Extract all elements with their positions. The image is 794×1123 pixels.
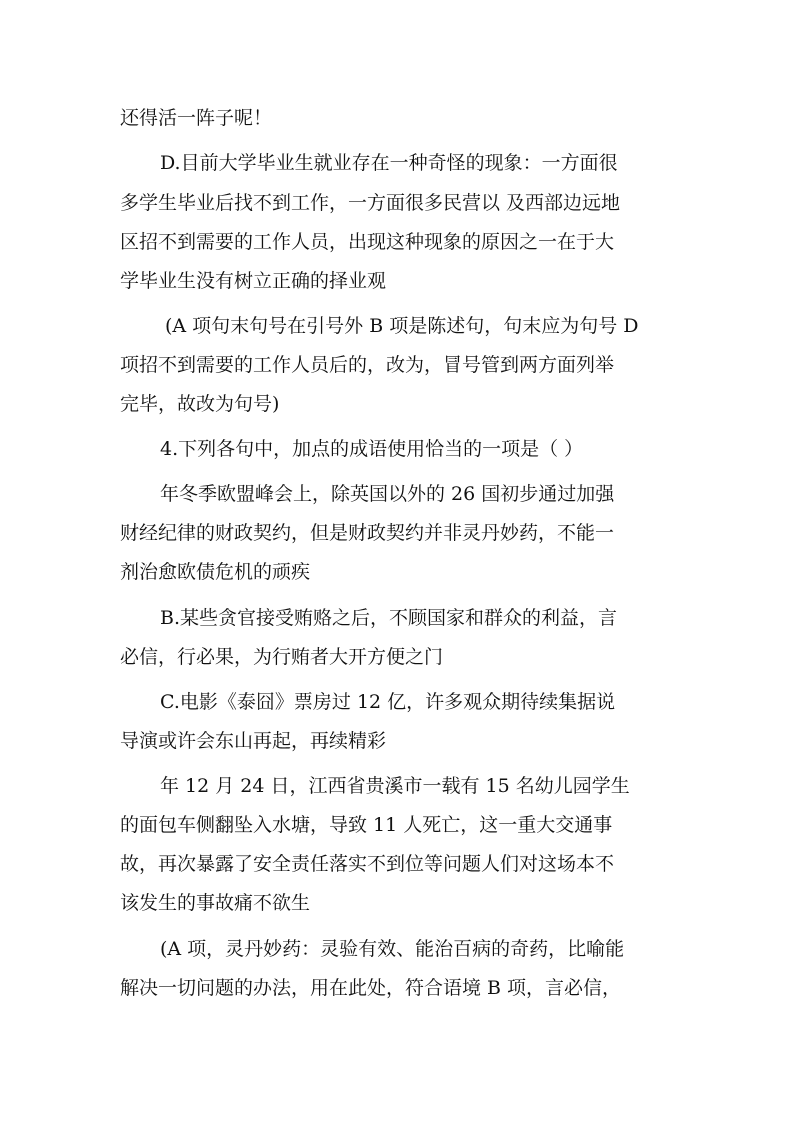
text-line-15: C.电影《泰囧》票房过 12 亿，许多观众期待续集据说 [160, 691, 616, 713]
text-line-21: (A 项，灵丹妙药：灵验有效、能治百病的奇药，比喻能 [160, 938, 625, 960]
text-line-16: 导演或许会东山再起，再续精彩 [120, 730, 387, 752]
text-line-6: (A 项句末句号在引号外 B 项是陈述句，句末应为句号 D [165, 315, 639, 337]
text-line-8: 完毕，故改为句号) [120, 393, 280, 415]
text-line-19: 故，再次暴露了安全责任落实不到位等问题人们对这场本不 [120, 853, 615, 875]
text-line-7: 项招不到需要的工作人员后的，改为，冒号管到两方面列举 [120, 354, 615, 376]
text-line-1: 还得活一阵子呢！ [120, 107, 273, 129]
text-line-10: 年冬季欧盟峰会上，除英国以外的 26 国初步通过加强 [160, 483, 615, 505]
text-line-12: 剂治愈欧债危机的顽疾 [120, 561, 311, 583]
text-line-14: 必信，行必果，为行贿者大开方便之门 [120, 646, 444, 668]
text-line-17: 年 12 月 24 日，江西省贵溪市一载有 15 名幼儿园学生 [160, 775, 630, 797]
text-line-22: 解决一切问题的办法，用在此处，符合语境 B 项，言必信， [120, 977, 622, 999]
text-line-18: 的面包车侧翻坠入水塘，导致 11 人死亡，这一重大交通事 [120, 814, 613, 836]
text-line-4: 区招不到需要的工作人员，出现这种现象的原因之一在于大 [120, 231, 615, 253]
text-line-20: 该发生的事故痛不欲生 [120, 892, 311, 914]
text-line-9: 4.下列各句中，加点的成语使用恰当的一项是（ ） [160, 438, 584, 460]
text-line-2: D.目前大学毕业生就业存在一种奇怪的现象：一方面很 [160, 152, 618, 174]
text-line-3: 多学生毕业后找不到工作，一方面很多民营以 及西部边远地 [120, 192, 621, 214]
text-line-11: 财经纪律的财政契约，但是财政契约并非灵丹妙药，不能一 [120, 522, 615, 544]
text-line-5: 学毕业生没有树立正确的择业观 [120, 270, 387, 292]
text-line-13: B.某些贪官接受贿赂之后，不顾国家和群众的利益，言 [160, 607, 618, 629]
